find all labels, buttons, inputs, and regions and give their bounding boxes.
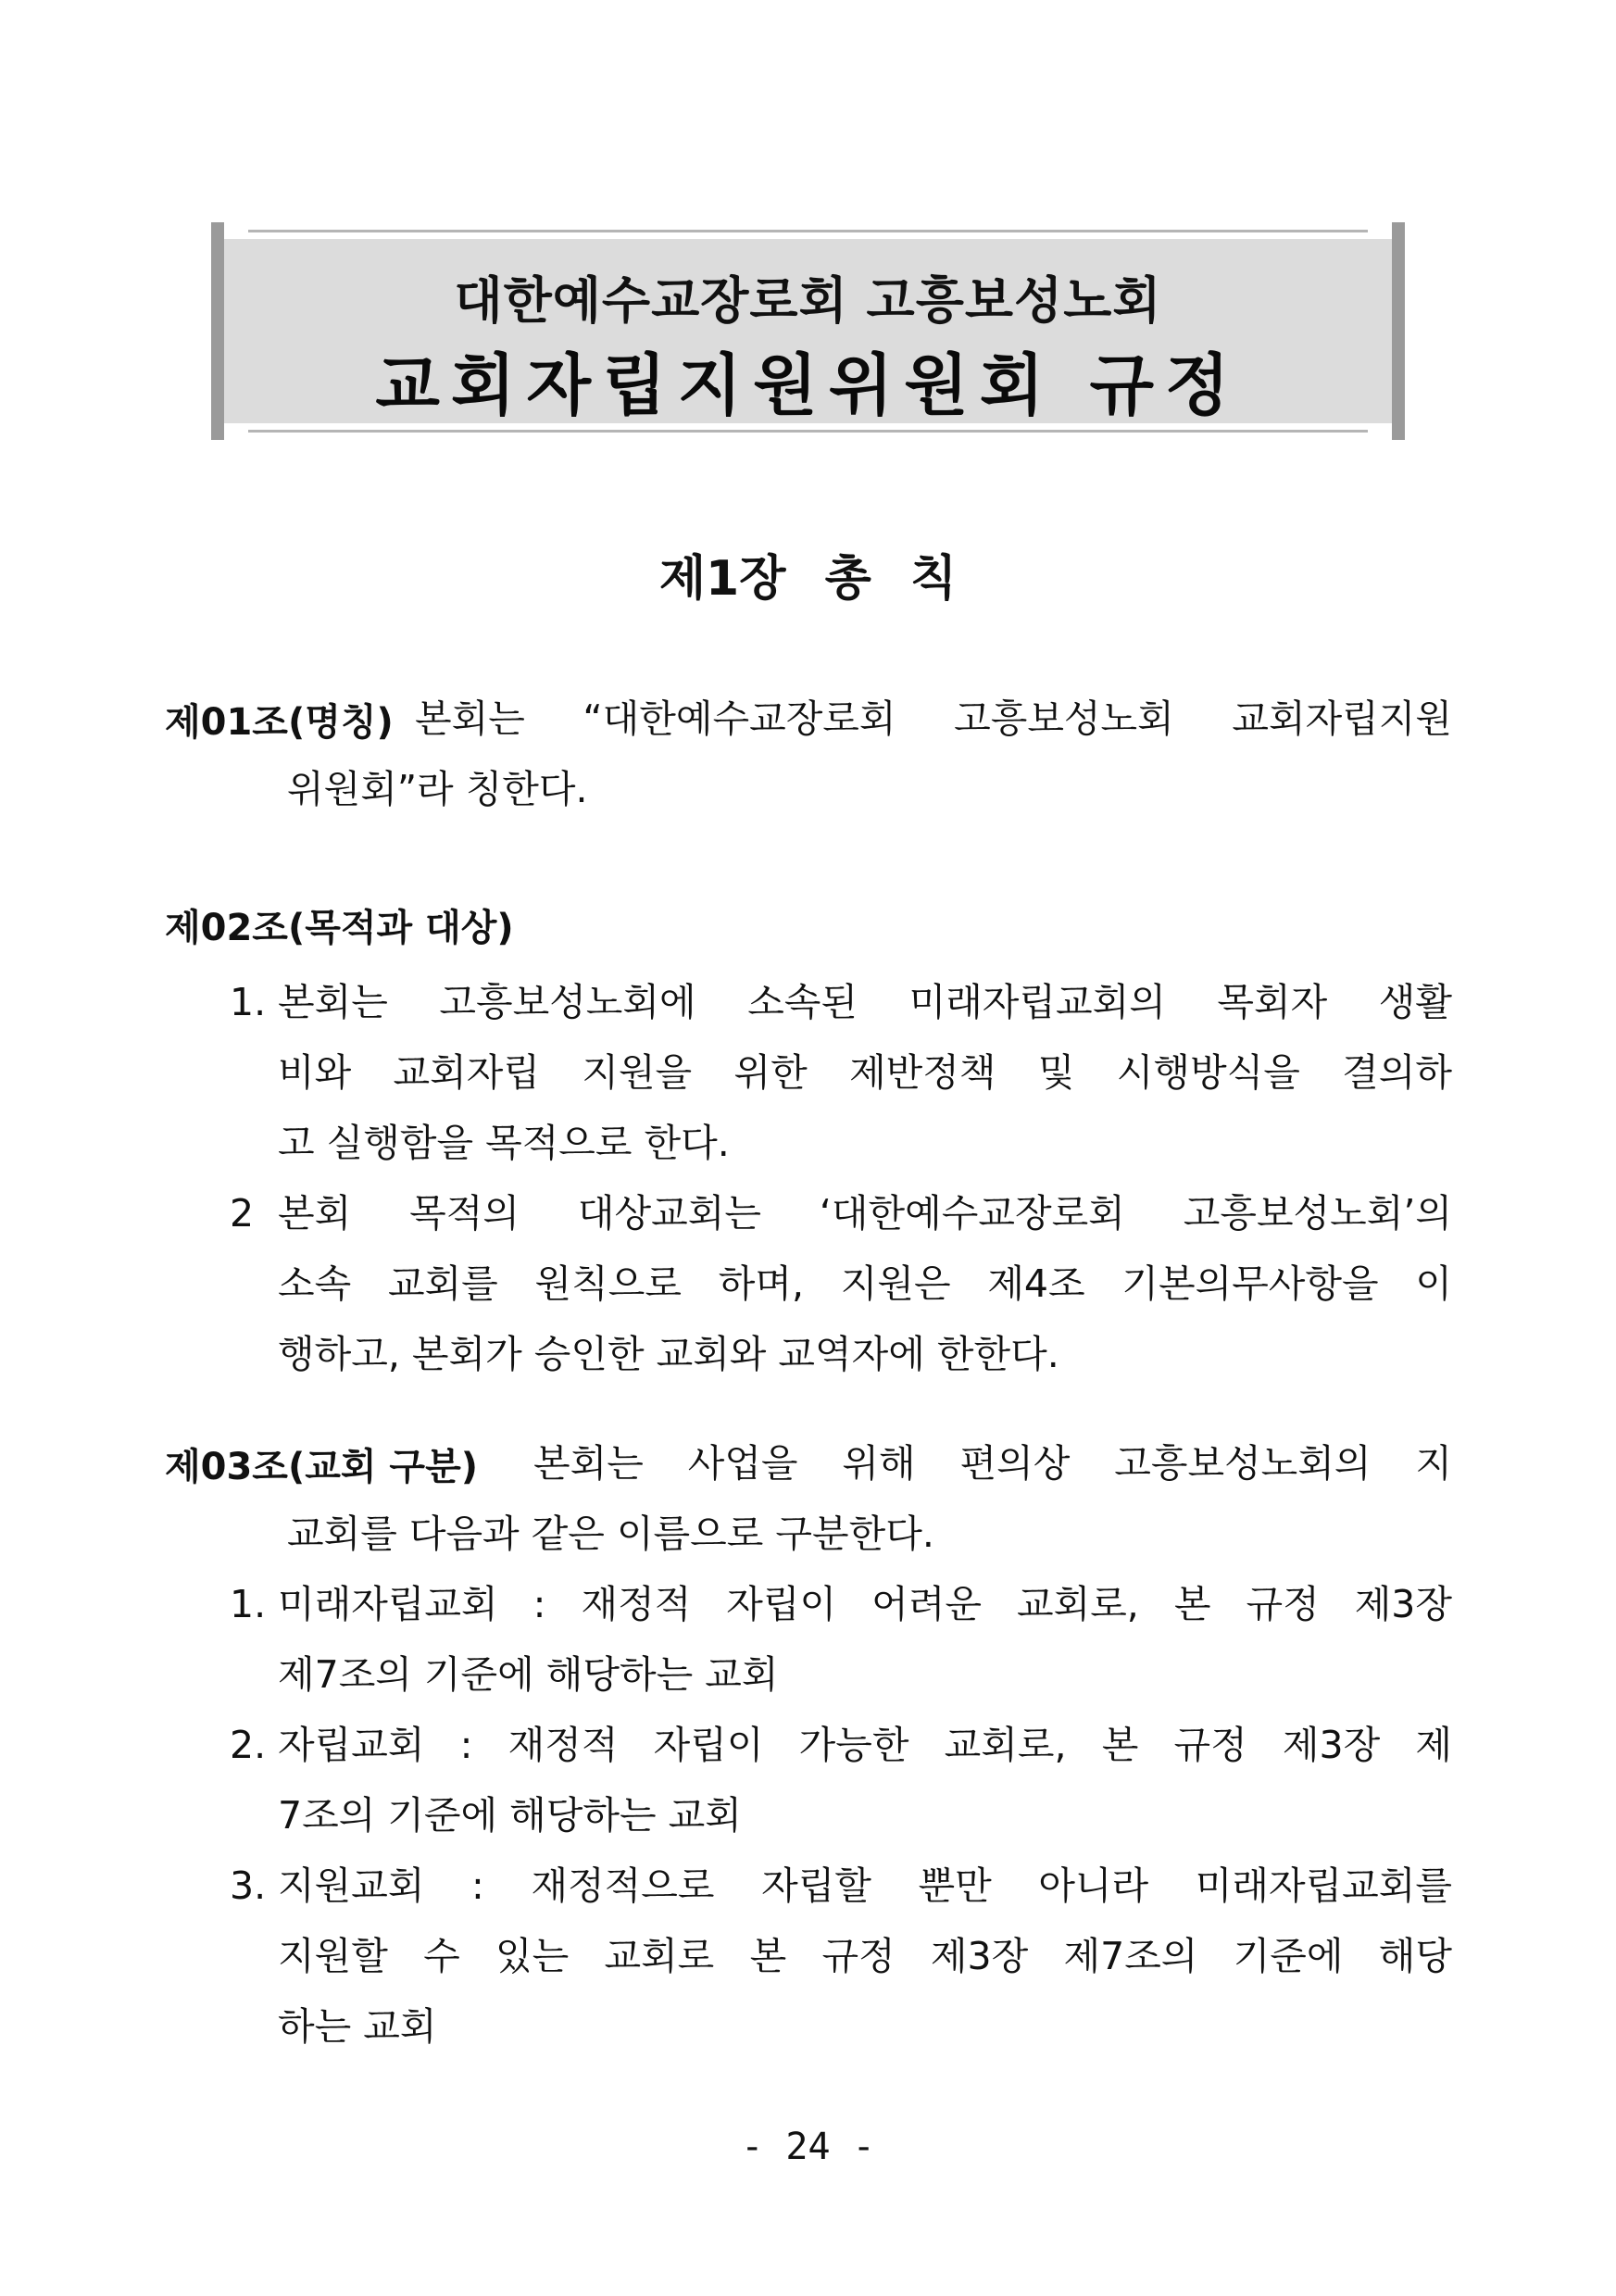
page-number: - 24 - — [741, 2126, 875, 2168]
article-1-line-1: 본회는 “대한예수교장로회 고흥보성노회 교회자립지원 — [415, 696, 1452, 741]
article-3-item-3 — [278, 1851, 1452, 2062]
article-2-item-2-number: 2 — [230, 1191, 255, 1236]
article-3-item-3-line-1: 지원교회 : 재정적으로 자립할 뿐만 아니라 미래자립교회를 — [278, 1863, 1452, 1908]
article-2-item-2 — [278, 1178, 1452, 1389]
article-2-item-2-line-1: 본회 목적의 대상교회는 ‘대한예수교장로회 고흥보성노회’의 — [278, 1191, 1452, 1236]
title-regulation: 교회자립지원위원회 규정 — [375, 346, 1241, 424]
article-3-body — [533, 1428, 1452, 1499]
article-3-item-2-line-2: 7조의 기준에 해당하는 교회 — [278, 1793, 742, 1838]
article-3-item-1 — [278, 1569, 1452, 1710]
article-3-item-3-line-3: 하는 교회 — [278, 2004, 437, 2049]
article-2-item-2-line-3: 행하고, 본회가 승인한 교회와 교역자에 한한다. — [278, 1332, 1059, 1376]
article-2-item-2-line-2: 소속 교회를 원칙으로 하며, 지원은 제4조 기본의무사항을 이 — [278, 1261, 1452, 1306]
article-2-heading: 제02조(목적과 대상) — [165, 907, 514, 949]
article-3-item-1-number: 1. — [230, 1582, 267, 1626]
article-3-item-3-number: 3. — [230, 1863, 267, 1908]
article-2-item-1-number: 1. — [230, 980, 267, 1024]
article-3-item-2 — [278, 1710, 1452, 1851]
article-3-item-1-line-2: 제7조의 기준에 해당하는 교회 — [278, 1652, 779, 1697]
article-2-item-1-line-2: 비와 교회자립 지원을 위한 제반정책 및 시행방식을 결의하 — [278, 1050, 1452, 1095]
article-3-line-2: 교회를 다음과 같은 이름으로 구분한다. — [287, 1512, 934, 1556]
article-1-body — [415, 684, 1452, 754]
article-3-line-1: 본회는 사업을 위해 편의상 고흥보성노회의 지 — [533, 1441, 1452, 1486]
article-2-item-1-line-1: 본회는 고흥보성노회에 소속된 미래자립교회의 목회자 생활 — [278, 980, 1452, 1024]
article-2-item-1-line-3: 고 실행함을 목적으로 한다. — [278, 1121, 730, 1165]
title-box — [211, 222, 1405, 440]
chapter-heading: 제1장 총 칙 — [658, 551, 958, 607]
article-1-heading: 제01조(명칭) — [165, 701, 394, 744]
article-3-body-cont — [287, 1499, 1452, 1569]
title-top-rule — [248, 230, 1368, 232]
article-2-item-1 — [278, 967, 1452, 1178]
title-org: 대한예수교장로회 고흥보성노회 — [454, 271, 1162, 330]
article-3-heading: 제03조(교회 구분) — [165, 1446, 478, 1488]
article-3-item-2-line-1: 자립교회 : 재정적 자립이 가능한 교회로, 본 규정 제3장 제 — [278, 1723, 1452, 1767]
article-3-item-3-line-2: 지원할 수 있는 교회로 본 규정 제3장 제7조의 기준에 해당 — [278, 1934, 1452, 1978]
article-3-item-1-line-1: 미래자립교회 : 재정적 자립이 어려운 교회로, 본 규정 제3장 — [278, 1582, 1452, 1626]
article-1-line-2: 위원회”라 칭한다. — [287, 767, 588, 811]
title-bottom-rule — [248, 430, 1368, 433]
article-3-item-2-number: 2. — [230, 1723, 267, 1767]
article-1-body-cont — [287, 754, 1452, 824]
